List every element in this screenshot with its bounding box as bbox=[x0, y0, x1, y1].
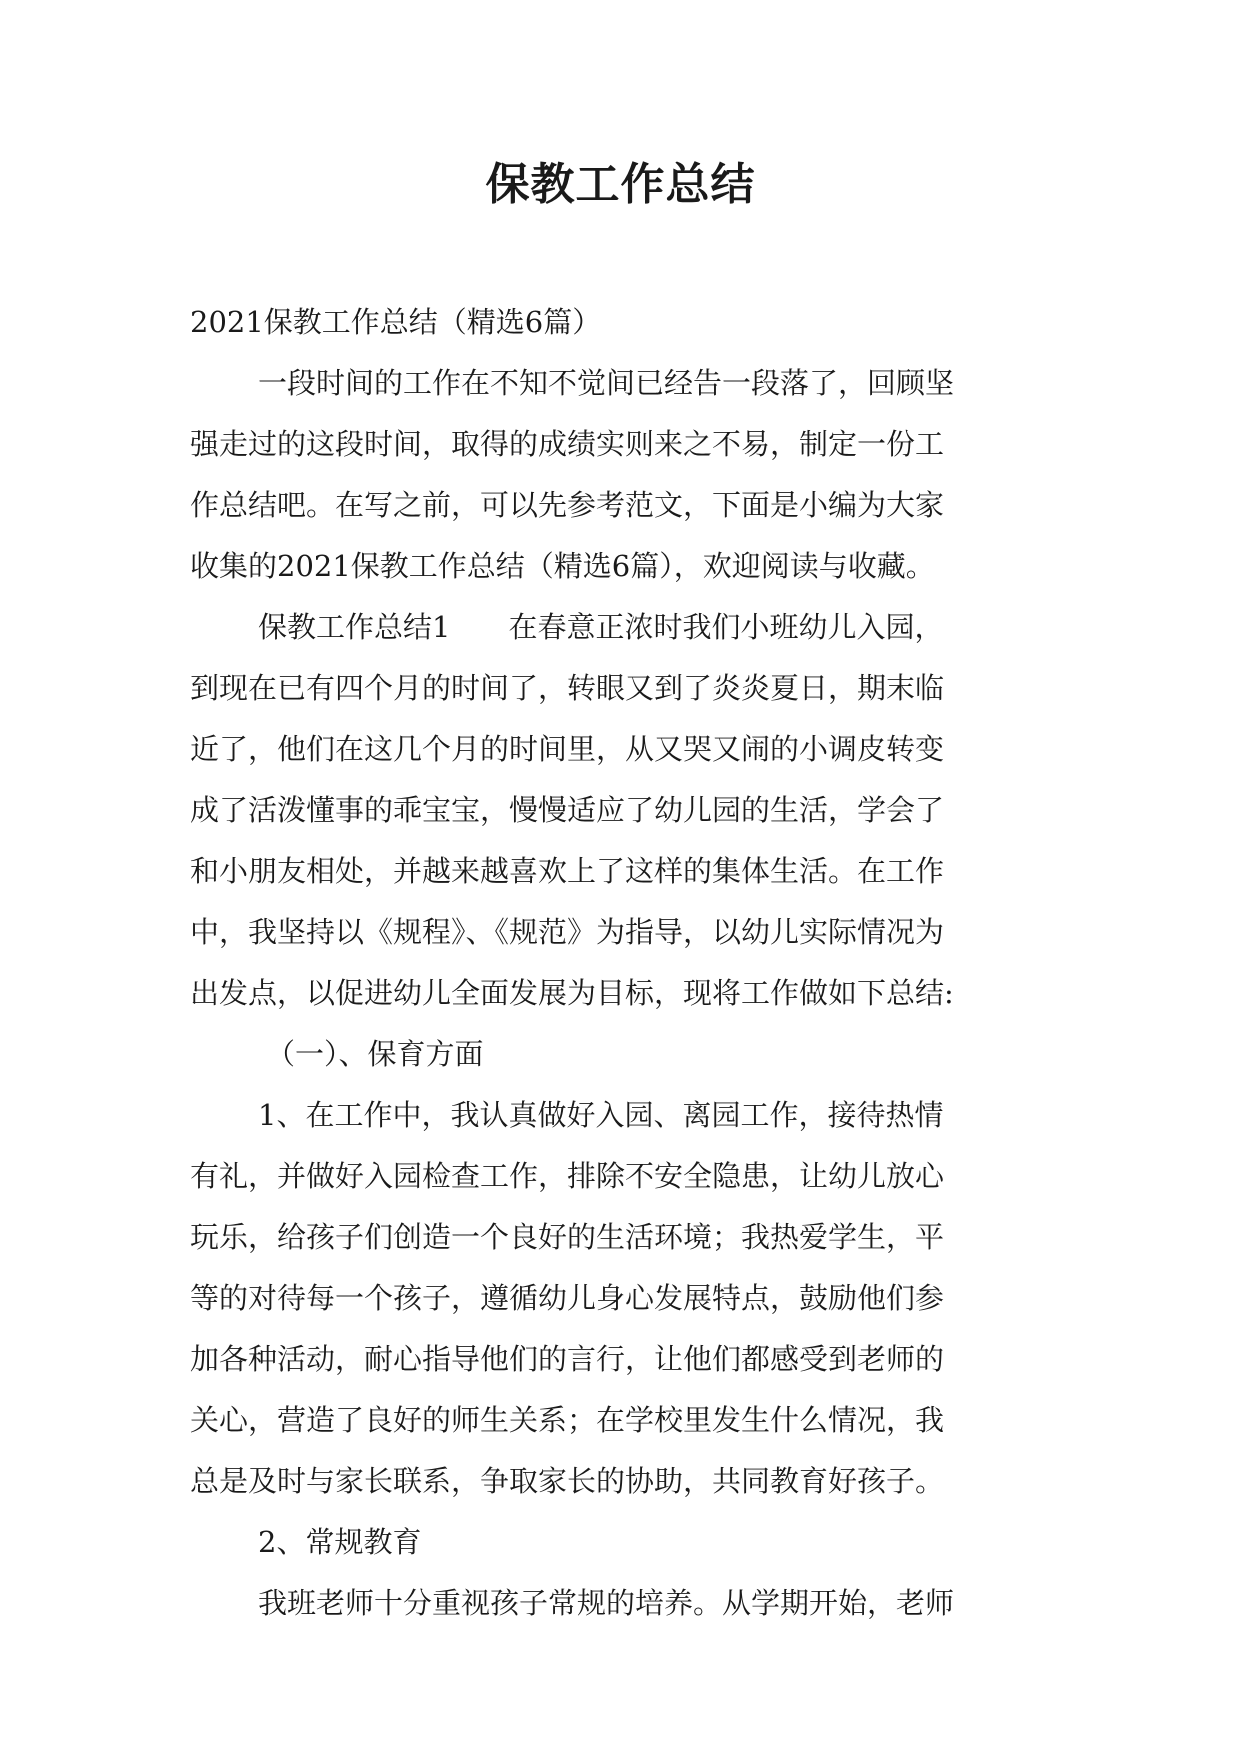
subsection-heading: （一）、保育方面 bbox=[266, 1037, 484, 1071]
paragraph-line: 到现在已有四个月的时间了，转眼又到了炎炎夏日，期末临 bbox=[190, 671, 945, 705]
subtitle-line: 2021保教工作总结（精选6篇） bbox=[190, 305, 602, 339]
paragraph-line: 出发点，以促进幼儿全面发展为目标，现将工作做如下总结: bbox=[190, 976, 954, 1010]
paragraph-line: 我班老师十分重视孩子常规的培养。从学期开始，老师 bbox=[258, 1586, 955, 1620]
paragraph-line: 关心，营造了良好的师生关系；在学校里发生什么情况，我 bbox=[190, 1403, 945, 1437]
paragraph-line: 有礼，并做好入园检查工作，排除不安全隐患，让幼儿放心 bbox=[190, 1159, 945, 1193]
paragraph-line: 中，我坚持以《规程》、《规范》为指导，以幼儿实际情况为 bbox=[190, 915, 945, 949]
paragraph-text: 在春意正浓时我们小班幼儿入园， bbox=[508, 610, 944, 644]
section-heading-line bbox=[190, 597, 1070, 658]
subsection-heading: 2、常规教育 bbox=[258, 1525, 422, 1559]
paragraph-line: 总是及时与家长联系，争取家长的协助，共同教育好孩子。 bbox=[190, 1464, 945, 1498]
paragraph-line: 一段时间的工作在不知不觉间已经告一段落了，回顾坚 bbox=[258, 366, 955, 400]
paragraph-line: 收集的2021保教工作总结（精选6篇），欢迎阅读与收藏。 bbox=[190, 549, 935, 583]
paragraph-line: 1、在工作中，我认真做好入园、离园工作，接待热情 bbox=[258, 1098, 944, 1132]
paragraph-line: 强走过的这段时间，取得的成绩实则来之不易，制定一份工 bbox=[190, 427, 945, 461]
paragraph-line: 成了活泼懂事的乖宝宝，慢慢适应了幼儿园的生活，学会了 bbox=[190, 793, 945, 827]
paragraph-line: 近了，他们在这几个月的时间里，从又哭又闹的小调皮转变 bbox=[190, 732, 945, 766]
section-heading: 保教工作总结1 bbox=[258, 610, 451, 644]
paragraph-line: 作总结吧。在写之前，可以先参考范文，下面是小编为大家 bbox=[190, 488, 945, 522]
paragraph-line: 和小朋友相处，并越来越喜欢上了这样的集体生活。在工作 bbox=[190, 854, 945, 888]
paragraph-line: 玩乐，给孩子们创造一个良好的生活环境；我热爱学生，平 bbox=[190, 1220, 945, 1254]
paragraph-line: 加各种活动，耐心指导他们的言行，让他们都感受到老师的 bbox=[190, 1342, 945, 1376]
document-body bbox=[190, 292, 1070, 1634]
paragraph-line: 等的对待每一个孩子，遵循幼儿身心发展特点，鼓励他们参 bbox=[190, 1281, 945, 1315]
document-title: 保教工作总结 bbox=[485, 159, 756, 210]
